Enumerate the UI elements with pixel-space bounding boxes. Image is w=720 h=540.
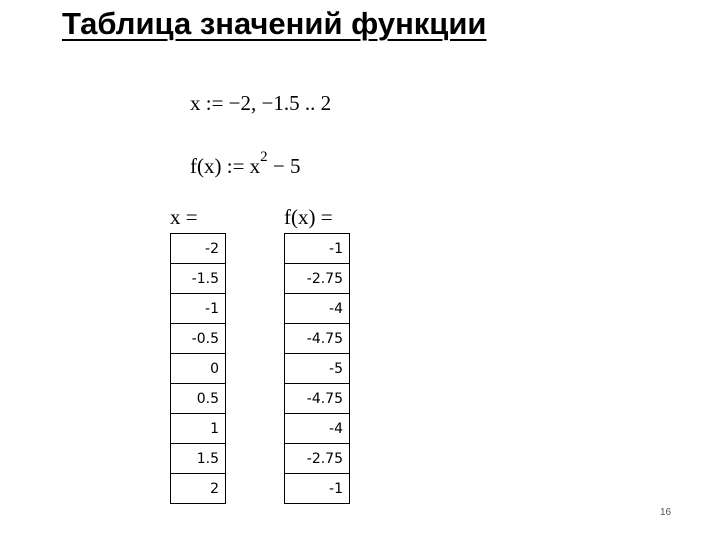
function-lhs: f(x) := x [190, 154, 261, 178]
f-value-cell: -1 [284, 233, 350, 263]
f-value-cell: -2.75 [284, 263, 350, 293]
x-value-cell: 0.5 [170, 383, 226, 413]
range-definition: x := −2, −1.5 .. 2 [190, 91, 332, 115]
function-rhs: − 5 [267, 154, 301, 178]
x-value-cell: 2 [170, 473, 226, 504]
f-value-cell: -2.75 [284, 443, 350, 473]
page-number: 16 [660, 507, 672, 518]
x-value-cell: 1.5 [170, 443, 226, 473]
f-column-label: f(x) = [284, 205, 333, 229]
f-value-cell: -4 [284, 413, 350, 443]
function-exponent: 2 [260, 149, 268, 165]
f-value-cell: -4 [284, 293, 350, 323]
x-value-cell: -2 [170, 233, 226, 263]
x-value-cell: 1 [170, 413, 226, 443]
f-values-table [284, 233, 350, 504]
f-value-cell: -4.75 [284, 323, 350, 353]
f-value-cell: -4.75 [284, 383, 350, 413]
x-value-cell: -1.5 [170, 263, 226, 293]
f-value-cell: -5 [284, 353, 350, 383]
x-value-cell: -1 [170, 293, 226, 323]
x-value-cell: -0.5 [170, 323, 226, 353]
x-values-table [170, 233, 226, 504]
slide-title: Таблица значений функции [62, 6, 487, 41]
f-value-cell: -1 [284, 473, 350, 504]
x-column-label: x = [170, 205, 198, 229]
x-value-cell: 0 [170, 353, 226, 383]
function-definition [190, 149, 301, 179]
